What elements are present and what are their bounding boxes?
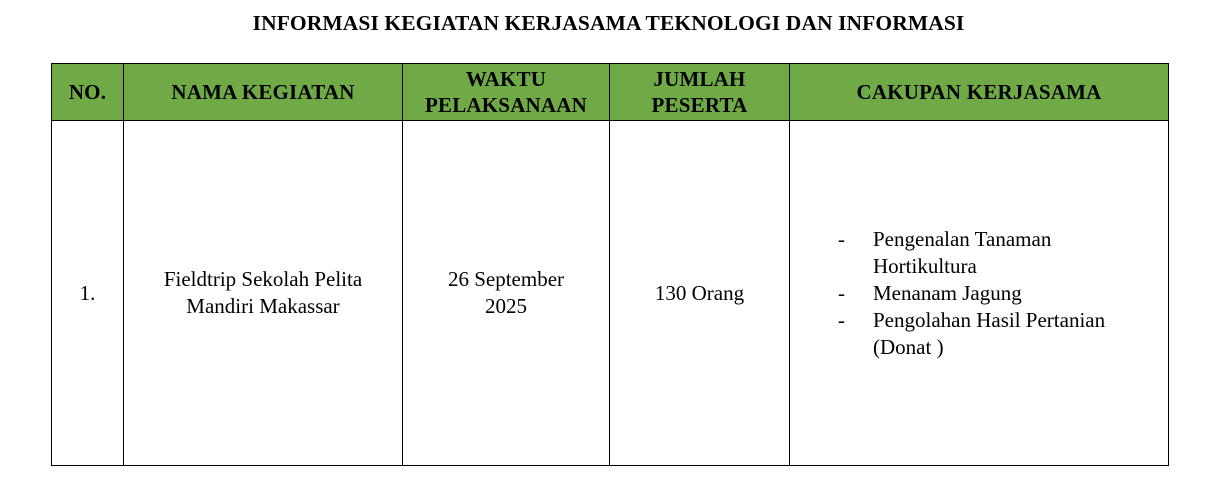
- document-title: INFORMASI KEGIATAN KERJASAMA TEKNOLOGI DAN INFORMASI: [252, 11, 965, 35]
- scope-list: [836, 226, 1136, 361]
- header-activity-name: [124, 64, 403, 121]
- header-cooperation-scope: [790, 64, 1169, 121]
- bullet-dash: -: [838, 307, 845, 332]
- header-time-line1: WAKTU: [465, 67, 547, 91]
- activity-table: [51, 63, 1169, 466]
- activity-name-line1: Fieldtrip Sekolah Pelita: [163, 267, 363, 291]
- table-header-row: [52, 64, 1169, 121]
- list-item: [836, 226, 1136, 280]
- scope-item-text: Pengenalan Tanaman Hortikultura: [873, 226, 1052, 278]
- scope-item-text: Pengolahan Hasil Pertanian (Donat ): [873, 307, 1106, 359]
- cell-implementation-time: [403, 121, 610, 466]
- cell-activity-name: [124, 121, 403, 466]
- time-line1: 26 September: [447, 267, 565, 291]
- table-row: [52, 121, 1169, 466]
- participant-count: 130 Orang: [654, 280, 745, 305]
- scope-item-text: Menanam Jagung: [873, 280, 1022, 305]
- activity-name-line2: Mandiri Makassar: [186, 294, 340, 318]
- cell-no: [52, 121, 124, 466]
- list-item: [836, 280, 1136, 307]
- time-line2: 2025: [485, 294, 527, 318]
- bullet-dash: -: [838, 226, 845, 251]
- header-no-label: NO.: [68, 80, 107, 104]
- row-number: 1.: [79, 280, 96, 305]
- bullet-dash: -: [838, 280, 845, 305]
- header-no: [52, 64, 124, 121]
- header-activity-name-label: NAMA KEGIATAN: [171, 80, 355, 104]
- header-implementation-time: [403, 64, 610, 121]
- header-time-line2: PELAKSANAAN: [424, 93, 588, 117]
- header-count-line1: JUMLAH: [653, 67, 746, 91]
- cell-participant-count: [610, 121, 790, 466]
- header-participant-count: [610, 64, 790, 121]
- header-count-line2: PESERTA: [651, 93, 748, 117]
- header-scope-label: CAKUPAN KERJASAMA: [856, 80, 1102, 104]
- list-item: [836, 307, 1136, 361]
- cell-cooperation-scope: [790, 121, 1169, 466]
